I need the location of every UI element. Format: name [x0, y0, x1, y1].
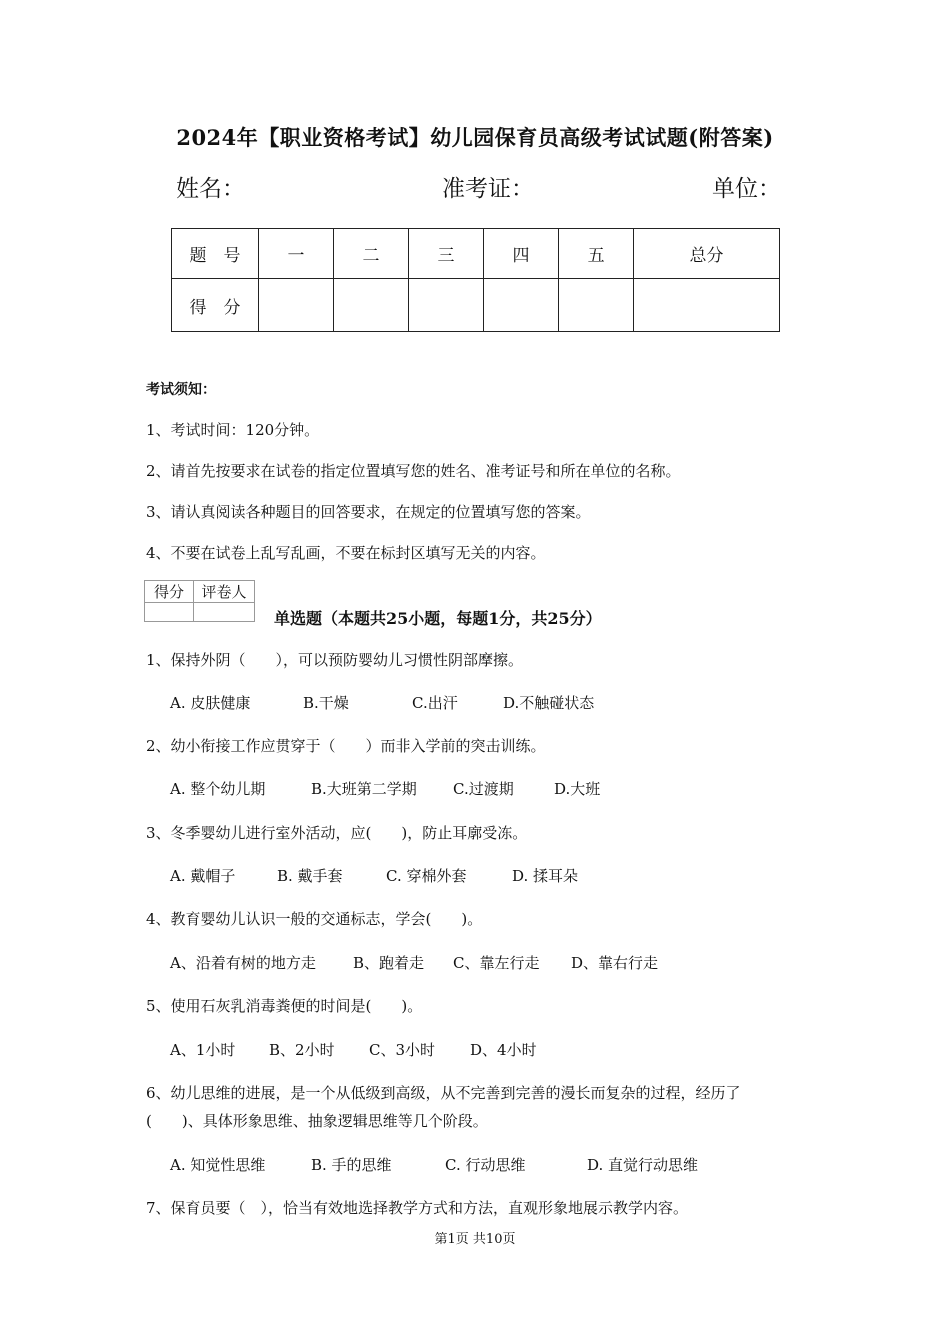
- question-option: A. 整个幼儿期: [170, 780, 266, 798]
- score-table-header-cell: 四: [484, 229, 559, 279]
- notice-heading: 考试须知：: [146, 382, 216, 398]
- notice-item: 4、不要在试卷上乱写乱画，不要在标封区填写无关的内容。: [146, 544, 546, 562]
- page-footer: 第1页 共10页: [434, 1232, 516, 1247]
- question-option: A. 戴帽子: [170, 867, 236, 885]
- question-option: D.大班: [554, 780, 601, 798]
- score-cell: [409, 279, 484, 332]
- question-option: C.出汗: [412, 694, 458, 712]
- question-option: C、靠左行走: [453, 954, 540, 972]
- notice-item: 2、请首先按要求在试卷的指定位置填写您的姓名、准考证号和所在单位的名称。: [146, 462, 681, 480]
- score-table-header-cell: 题 号: [172, 229, 259, 279]
- grader-box: [144, 580, 255, 622]
- question-option: D. 揉耳朵: [512, 867, 579, 885]
- question-stem: 2、幼小衔接工作应贯穿于（ ）而非入学前的突击训练。: [146, 737, 546, 755]
- score-table-header-cell: 总分: [634, 229, 780, 279]
- exam-no-field-label: 准考证：: [442, 176, 534, 202]
- question-option: A. 皮肤健康: [170, 694, 251, 712]
- score-table-header-row: [172, 229, 780, 279]
- notice-item: 3、请认真阅读各种题目的回答要求，在规定的位置填写您的答案。: [146, 503, 591, 521]
- score-table: [171, 228, 780, 332]
- section-title: 单选题（本题共25小题，每题1分，共25分）: [274, 609, 602, 628]
- grader-box-score-label: 得分: [145, 581, 194, 603]
- grader-box-score-cell: [145, 603, 194, 622]
- score-table-header-cell: 三: [409, 229, 484, 279]
- question-option: C、3小时: [369, 1041, 436, 1059]
- name-field-label: 姓名：: [176, 176, 245, 202]
- grader-box-grader-cell: [194, 603, 255, 622]
- question-stem: 3、冬季婴幼儿进行室外活动，应( )，防止耳廓受冻。: [146, 824, 528, 842]
- question-option: C. 行动思维: [445, 1156, 526, 1174]
- score-table-score-row: [172, 279, 780, 332]
- score-table-row-label: 得 分: [172, 279, 259, 332]
- score-cell: [259, 279, 334, 332]
- question-stem: 5、使用石灰乳消毒粪便的时间是( )。: [146, 997, 423, 1015]
- question-stem: 6、幼儿思维的进展，是一个从低级到高级，从不完善到完善的漫长而复杂的过程，经历了: [146, 1084, 741, 1102]
- question-option: D、靠右行走: [571, 954, 659, 972]
- question-option: D、4小时: [470, 1041, 537, 1059]
- notice-item: 1、考试时间：120分钟。: [146, 421, 320, 439]
- score-cell: [484, 279, 559, 332]
- score-cell: [334, 279, 409, 332]
- question-stem-continued: ( )、具体形象思维、抽象逻辑思维等几个阶段。: [146, 1112, 488, 1130]
- question-option: B. 手的思维: [311, 1156, 392, 1174]
- page-title: 2024年【职业资格考试】幼儿园保育员高级考试试题(附答案): [176, 125, 774, 150]
- question-option: D.不触碰状态: [503, 694, 595, 712]
- question-option: B、跑着走: [353, 954, 425, 972]
- unit-field-label: 单位：: [712, 176, 781, 202]
- grader-box-grader-label: 评卷人: [194, 581, 255, 603]
- score-table-header-cell: 二: [334, 229, 409, 279]
- score-table-header-cell: 一: [259, 229, 334, 279]
- question-option: B.干燥: [303, 694, 349, 712]
- score-cell: [559, 279, 634, 332]
- question-option: A. 知觉性思维: [170, 1156, 266, 1174]
- question-option: B.大班第二学期: [311, 780, 417, 798]
- question-option: C. 穿棉外套: [386, 867, 467, 885]
- question-stem: 4、教育婴幼儿认识一般的交通标志，学会( )。: [146, 910, 483, 928]
- question-option: B. 戴手套: [277, 867, 343, 885]
- question-option: A、1小时: [170, 1041, 236, 1059]
- question-option: A、沿着有树的地方走: [170, 954, 316, 972]
- score-table-header-cell: 五: [559, 229, 634, 279]
- question-option: B、2小时: [269, 1041, 335, 1059]
- question-stem: 1、保持外阴（ ），可以预防婴幼儿习惯性阴部摩擦。: [146, 651, 524, 669]
- score-cell: [634, 279, 780, 332]
- question-stem: 7、保育员要（ ），恰当有效地选择教学方式和方法，直观形象地展示教学内容。: [146, 1199, 689, 1217]
- question-option: D. 直觉行动思维: [587, 1156, 699, 1174]
- question-option: C.过渡期: [453, 780, 514, 798]
